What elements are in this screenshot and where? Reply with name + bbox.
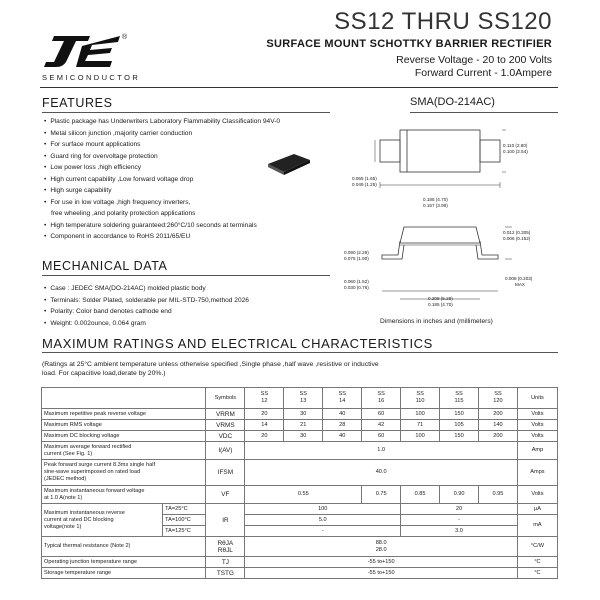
spec-current: Forward Current - 1.0Ampere (414, 67, 552, 79)
features-list (44, 116, 344, 243)
dim-3: 0.185 (4.70) 0.157 (3.99) (423, 197, 448, 208)
feature-item: • Plastic package has Underwriters Laboratory Flammability Classification 94V-0 (44, 116, 344, 128)
feature-item: • For surface mount applications (44, 139, 344, 151)
dimensions-caption: Dimensions in inches and (millimeters) (380, 318, 493, 325)
table-cell: 100 (401, 431, 440, 442)
table-header-row (42, 388, 558, 409)
table-cell: Peak forward surge current 8.3ms single half sine-wave superimposed on rated load (JEDEC method) (42, 460, 206, 486)
table-cell: 20 (245, 409, 284, 420)
table-cell: 28 (323, 420, 362, 431)
table-cell: Amp (517, 442, 557, 460)
table-cell: Maximum repetitive peak reverse voltage (42, 409, 206, 420)
table-cell: 0.85 (401, 486, 440, 504)
table-cell: mA (517, 515, 557, 537)
package-photo (264, 150, 314, 176)
feature-item: • Low power loss ,high efficiency (44, 162, 344, 174)
table-cell (42, 388, 206, 409)
dim-1: 0.110 (2.80) 0.100 (2.54) (503, 143, 528, 154)
part-column-header: SS 120 (478, 388, 517, 409)
table-cell: 100 (245, 504, 401, 515)
table-cell: - (401, 515, 518, 526)
unit-cell: Volts (517, 431, 557, 442)
row-ir-1 (42, 504, 558, 515)
table-cell: VDC (206, 431, 245, 442)
row-vdc (42, 431, 558, 442)
dim-8: 0.208 (5.28) 0.185 (4.70) (428, 296, 453, 307)
mechanical-item: • Polarity: Color band denotes cathode end (44, 306, 344, 318)
table-cell: 30 (284, 409, 323, 420)
dim-7: 0.008 (0.203) MAX (505, 276, 533, 287)
mechanical-heading: MECHANICAL DATA (42, 259, 168, 273)
mechanical-list (44, 283, 344, 329)
dim-4: 0.012 (0.305) 0.006 (0.152) (503, 230, 531, 241)
mechanical-underline (42, 275, 330, 276)
ratings-underline (42, 352, 558, 353)
feature-item: • Guard ring for overvoltage protection (44, 151, 344, 163)
table-cell: 14 (245, 420, 284, 431)
table-cell: 1.0 (245, 442, 518, 460)
table-cell: Maximum instantaneous reverse current at rated DC blocking voltage(note 1) (42, 504, 163, 537)
table-cell: Storage temperature range (42, 568, 206, 579)
col-units: Units (517, 388, 557, 409)
features-heading: FEATURES (42, 96, 113, 110)
document-subtitle: SURFACE MOUNT SCHOTTKY BARRIER RECTIFIER (266, 38, 552, 50)
company-name: SEMICONDUCTOR (42, 73, 141, 82)
table-cell: Maximum instantaneous forward voltage at 1.0 A(note 1) (42, 486, 206, 504)
table-cell: Maximum DC blocking voltage (42, 431, 206, 442)
table-cell: μA (517, 504, 557, 515)
table-cell: 40 (323, 409, 362, 420)
row-thermal (42, 537, 558, 557)
table-cell: IFSM (206, 460, 245, 486)
feature-item: • High current capability ,Low forward voltage drop (44, 174, 344, 186)
table-cell: Volts (517, 486, 557, 504)
row-vrms (42, 420, 558, 431)
registered-mark: ® (122, 34, 128, 41)
table-cell: 40 (323, 431, 362, 442)
col-symbols: Symbols (206, 388, 245, 409)
mechanical-item: • Case : JEDEC SMA(DO-214AC) molded plastic body (44, 283, 344, 295)
unit-cell: Volts (517, 409, 557, 420)
feature-item: • High surge capability (44, 185, 344, 197)
table-cell: I(AV) (206, 442, 245, 460)
table-cell: VRRM (206, 409, 245, 420)
row-ifsm (42, 460, 558, 486)
feature-item: free wheeling ,and polarity protection applications (51, 210, 196, 217)
table-cell: 20 (245, 431, 284, 442)
feature-item: • Metal silicon junction ,majority carrier conduction (44, 128, 344, 140)
table-cell: 105 (440, 420, 479, 431)
row-tstg (42, 568, 558, 579)
table-cell: Amps (517, 460, 557, 486)
part-column-header: SS 12 (245, 388, 284, 409)
table-cell: 3.0 (401, 526, 518, 537)
table-cell: 150 (440, 409, 479, 420)
ratings-note: (Ratings at 25°C ambient temperature unless otherwise specified ,Single phase ,half wave ,resistive or inductive load. For capacitive load,derate by 20%.) (42, 361, 379, 377)
table-cell: 30 (284, 431, 323, 442)
table-cell: °C/W (517, 537, 557, 557)
ratings-heading: MAXIMUM RATINGS AND ELECTRICAL CHARACTERISTICS (42, 336, 433, 351)
package-underline (410, 112, 558, 113)
mechanical-item: • Weight: 0.002ounce, 0.064 gram (44, 318, 344, 330)
table-cell: 0.75 (362, 486, 401, 504)
table-cell: 40.0 (245, 460, 518, 486)
table-cell: -55 to+150 (245, 568, 518, 579)
table-cell: 60 (362, 409, 401, 420)
table-cell: 71 (401, 420, 440, 431)
dim-5: 0.090 (2.29) 0.075 (1.90) (344, 250, 369, 261)
table-cell: 20 (401, 504, 518, 515)
row-vf (42, 486, 558, 504)
row-tj (42, 557, 558, 568)
table-cell: 60 (362, 431, 401, 442)
table-cell: 0.90 (440, 486, 479, 504)
table-cell: Operating junction temperature range (42, 557, 206, 568)
table-cell: °C (517, 557, 557, 568)
table-cell: 150 (440, 431, 479, 442)
table-cell: TA=125°C (163, 526, 206, 537)
company-logo (42, 34, 122, 68)
table-cell: 0.55 (245, 486, 362, 504)
table-cell: IR (206, 504, 245, 537)
table-cell: Typical thermal resistance (Note 2) (42, 537, 206, 557)
feature-item: • High temperature soldering guaranteed:260°C/10 seconds at terminals (44, 220, 344, 232)
table-cell: 21 (284, 420, 323, 431)
table-cell: VRMS (206, 420, 245, 431)
table-cell: TA=100°C (163, 515, 206, 526)
part-column-header: SS 110 (401, 388, 440, 409)
table-cell: 100 (401, 409, 440, 420)
table-cell: TSTG (206, 568, 245, 579)
ratings-table (41, 387, 558, 579)
part-column-header: SS 13 (284, 388, 323, 409)
table-cell: VF (206, 486, 245, 504)
table-cell: TJ (206, 557, 245, 568)
mechanical-item: • Terminals: Solder Plated, solderable per MIL-STD-750,method 2026 (44, 295, 344, 307)
table-cell: - (245, 526, 401, 537)
row-iav (42, 442, 558, 460)
table-cell: 200 (478, 409, 517, 420)
table-cell: -55 to+150 (245, 557, 518, 568)
table-cell: 140 (478, 420, 517, 431)
feature-item: • For use in low voltage ,high frequency inverters, (44, 197, 344, 209)
table-cell: TA=25°C (163, 504, 206, 515)
table-cell: °C (517, 568, 557, 579)
header-divider (40, 87, 558, 88)
features-underline (42, 112, 330, 113)
dim-6: 0.060 (1.52) 0.030 (0.76) (344, 279, 369, 290)
table-cell: 42 (362, 420, 401, 431)
spec-voltage: Reverse Voltage - 20 to 200 Volts (396, 54, 552, 66)
package-name: SMA(DO-214AC) (410, 96, 495, 108)
part-column-header: SS 115 (440, 388, 479, 409)
row-vrrm (42, 409, 558, 420)
document-title: SS12 THRU SS120 (334, 8, 552, 35)
feature-item: • Component in accordance to RoHS 2011/65/EU (44, 231, 344, 243)
part-column-header: SS 14 (323, 388, 362, 409)
table-cell: Maximum average forward rectified current (See Fig. 1) (42, 442, 206, 460)
dim-2: 0.065 (1.65) 0.049 (1.25) (352, 176, 377, 187)
table-cell: Maximum RMS voltage (42, 420, 206, 431)
table-cell: 0.95 (478, 486, 517, 504)
table-cell: 5.0 (245, 515, 401, 526)
table-cell: 88.0 28.0 (245, 537, 518, 557)
table-cell: RθJA RθJL (206, 537, 245, 557)
unit-cell: Volts (517, 420, 557, 431)
part-column-header: SS 16 (362, 388, 401, 409)
table-cell: 200 (478, 431, 517, 442)
